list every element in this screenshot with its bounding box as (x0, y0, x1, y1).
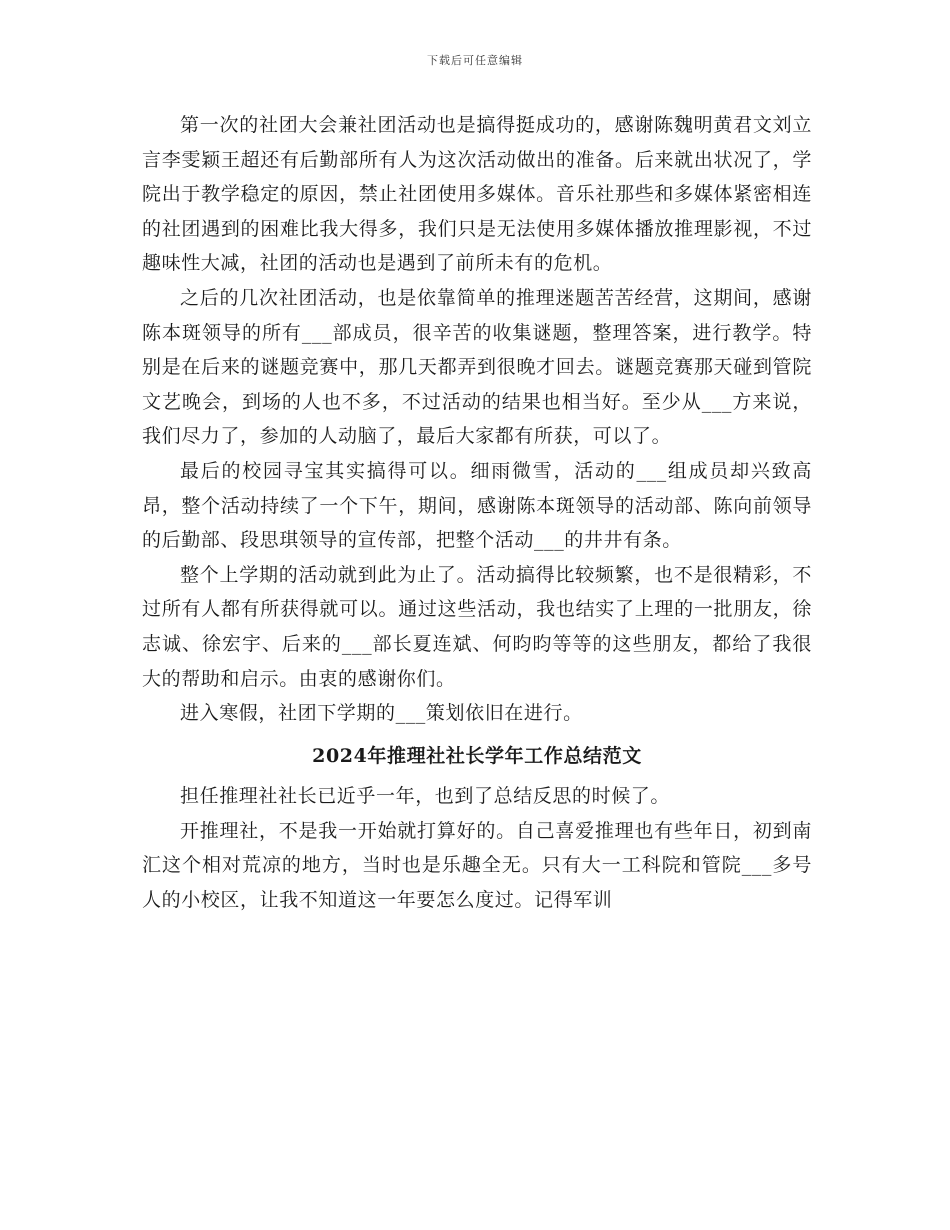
section-title: 2024年推理社社长学年工作总结范文 (312, 744, 642, 767)
page-header-note: 下载后可任意编辑 (427, 54, 523, 67)
paragraph-2: 之后的几次社团活动，也是依靠简单的推理迷题苦苦经营，这期间，感谢陈本斑领导的所有___部成员，很辛苦的收集谜题，整理答案，进行教学。特别是在后来的谜题竞赛中，那几天都弄到很晚才回去。谜题竞赛那天碰到管院文艺晚会，到场的人也不多，不过活动的结果也相当好。至少从___方来说，我们尽力了，参加的人动脑了，最后大家都有所获，可以了。 (142, 286, 812, 448)
paragraph-5: 进入寒假，社团下学期的___策划依旧在进行。 (180, 702, 583, 725)
paragraph-6: 担任推理社社长已近乎一年，也到了总结反思的时候了。 (180, 785, 671, 808)
paragraph-4: 整个上学期的活动就到此为止了。活动搞得比较频繁，也不是很精彩，不过所有人都有所获得就可以。通过这些活动，我也结实了上理的一批朋友，徐志诚、徐宏宇、后来的___部长夏连斌、何昀昀等等的这些朋友，都给了我很大的帮助和启示。由衷的感谢你们。 (142, 563, 812, 690)
paragraph-7: 开推理社，不是我一开始就打算好的。自己喜爱推理也有些年日，初到南汇这个相对荒凉的地方，当时也是乐趣全无。只有大一工科院和管院___多号人的小校区，让我不知道这一年要怎么度过。记得军训 (142, 819, 812, 912)
paragraph-3: 最后的校园寻宝其实搞得可以。细雨微雪，活动的___组成员却兴致高昂，整个活动持续了一个下午，期间，感谢陈本斑领导的活动部、陈向前领导的后勤部、段思琪领导的宣传部，把整个活动___的井井有条。 (142, 459, 812, 552)
document-body (142, 108, 812, 918)
paragraph-1: 第一次的社团大会兼社团活动也是搞得挺成功的，感谢陈魏明黄君文刘立言李雯颖王超还有后勤部所有人为这次活动做出的准备。后来就出状况了，学院出于教学稳定的原因，禁止社团使用多媒体。音乐社那些和多媒体紧密相连的社团遇到的困难比我大得多，我们只是无法使用多媒体播放推理影视，不过趣味性大减，社团的活动也是遇到了前所未有的危机。 (142, 114, 812, 275)
